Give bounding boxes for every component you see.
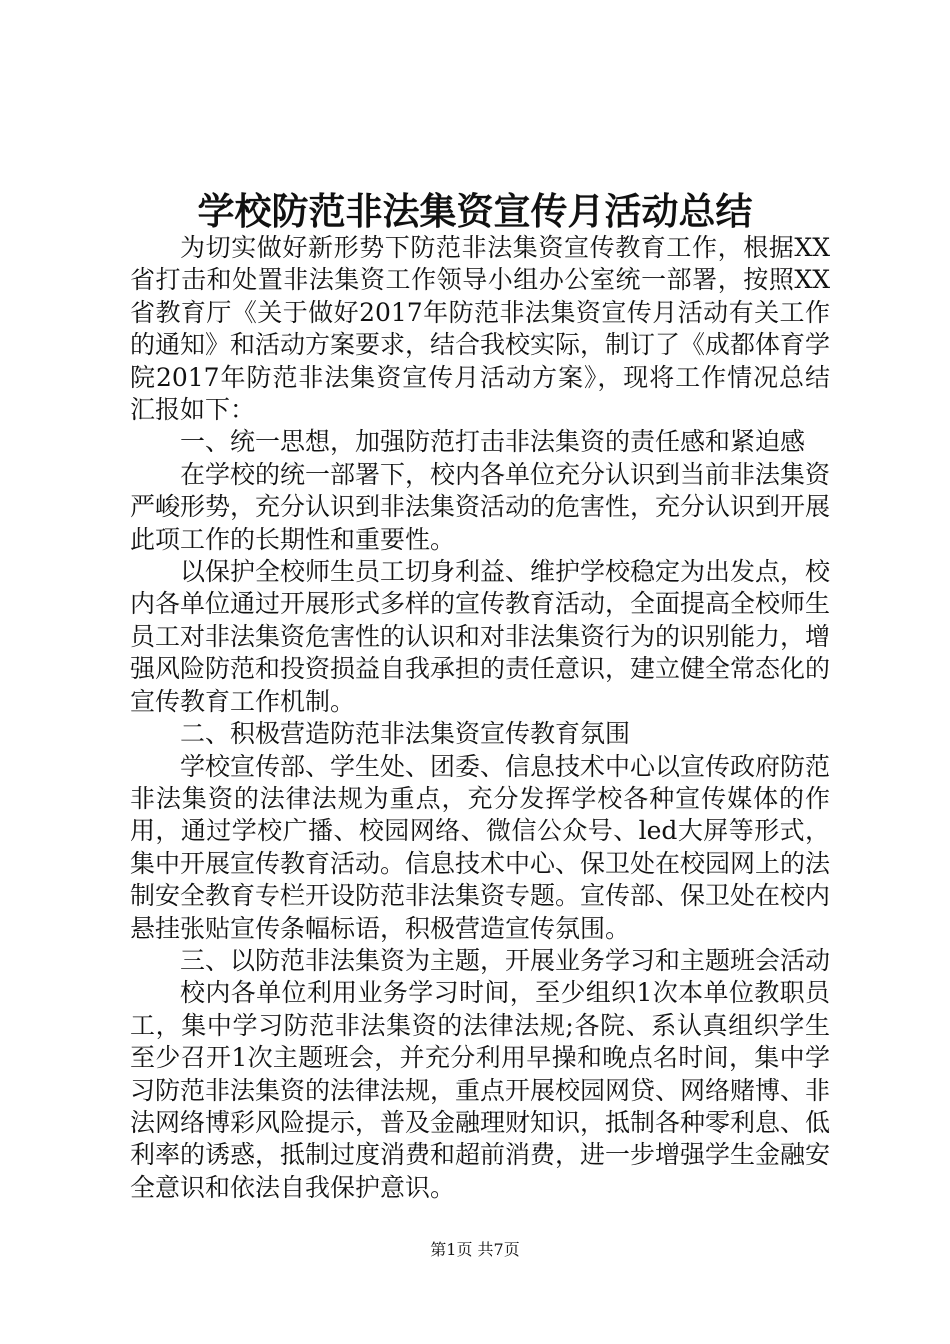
- section-heading-2: 二、积极营造防范非法集资宣传教育氛围: [180, 719, 631, 749]
- document-body: [130, 232, 830, 1204]
- document-title: 学校防范非法集资宣传月活动总结: [197, 189, 753, 233]
- body-paragraph: 在学校的统一部署下，校内各单位充分认识到当前非法集资严峻形势，充分认识到非法集资活动的危害性，充分认识到开展此项工作的长期性和重要性。: [130, 459, 831, 554]
- body-paragraph: 学校宣传部、学生处、团委、信息技术中心以宣传政府防范非法集资的法律法规为重点，充分发挥学校各种宣传媒体的作用，通过学校广播、校园网络、微信公众号、led大屏等形式，集中开展宣传教育活动。信息技术中心、保卫处在校园网上的法制安全教育专栏开设防范非法集资专题。宣传部、保卫处在校内悬挂张贴宣传条幅标语，积极营造宣传氛围。: [130, 751, 831, 943]
- intro-paragraph: 为切实做好新形势下防范非法集资宣传教育工作，根据XX省打击和处置非法集资工作领导小组办公室统一部署，按照XX省教育厅《关于做好2017年防范非法集资宣传月活动有关工作的通知》和活动方案要求，结合我校实际，制订了《成都体育学院2017年防范非法集资宣传月活动方案》，现将工作情况总结汇报如下：: [130, 233, 831, 425]
- body-paragraph: 校内各单位利用业务学习时间，至少组织1次本单位教职员工，集中学习防范非法集资的法律法规;各院、系认真组织学生至少召开1次主题班会，并充分利用早操和晚点名时间，集中学习防范非法集资的法律法规，重点开展校园网贷、网络赌博、非法网络博彩风险提示，普及金融理财知识，抵制各种零利息、低利率的诱惑，抵制过度消费和超前消费，进一步增强学生金融安全意识和依法自我保护意识。: [130, 978, 831, 1202]
- body-paragraph: 以保护全校师生员工切身利益、维护学校稳定为出发点，校内各单位通过开展形式多样的宣传教育活动，全面提高全校师生员工对非法集资危害性的认识和对非法集资行为的识别能力，增强风险防范和投资损益自我承担的责任意识，建立健全常态化的宣传教育工作机制。: [130, 557, 831, 716]
- page-number: 第1页 共7页: [430, 1240, 520, 1259]
- section-heading-3: 三、以防范非法集资为主题，开展业务学习和主题班会活动: [180, 945, 831, 975]
- section-heading-1: 一、统一思想，加强防范打击非法集资的责任感和紧迫感: [180, 427, 806, 457]
